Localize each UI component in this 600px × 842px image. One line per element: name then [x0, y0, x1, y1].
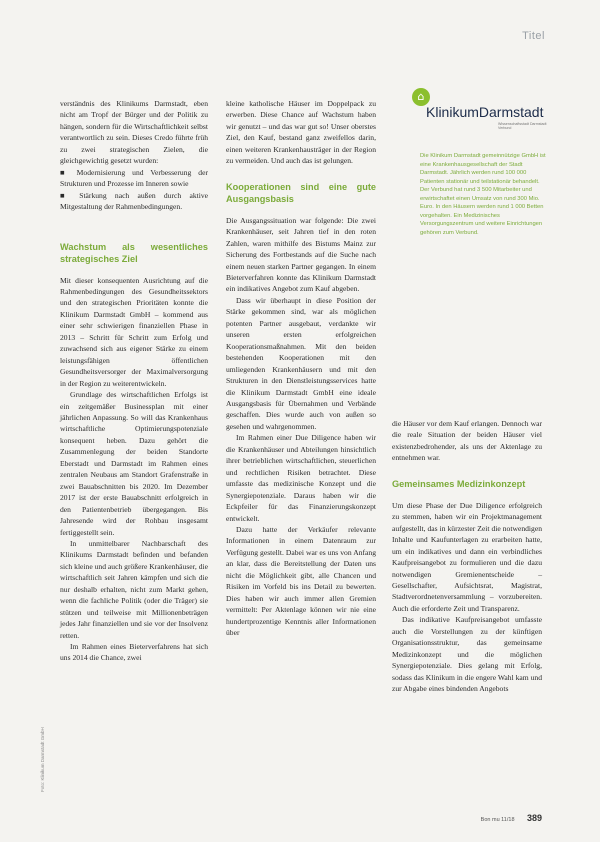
bullet-item: ■ Stärkung nach außen durch aktive Mitgestaltung der Rahmenbedingungen. [60, 190, 208, 212]
paragraph: kleine katholische Häuser im Doppelpack zu erwerben. Diese Chance auf Wachstum haben wir genutzt – und das war gut so! Unser oberstes Ziel, den Kauf, bestand ganz zweifellos darin, einen weiteren Krankenhausträger in der Region zu vermeiden. Und auch das ist gelungen. [226, 99, 376, 166]
klinikum-logo [412, 88, 550, 132]
house-icon: ⌂ [412, 88, 430, 106]
paragraph: Grundlage des wirtschaftlichen Erfolgs ist ein zeitgemäßer Businessplan mit einer jährlichen Anpassung. So will das Krankenhaus wirtschaftliche Optimierungspotenziale konsequent heben. Dazu gehört die Zusammenlegung der beiden Standorte Eberstadt und Darmstadt im Rahmen eines zentralen Neubaus am Standort Grafenstraße in zwei Bauabschnitten bis 2020. Im Dezember 2017 ist der erste Bauabschnitt erfolgreich in den Patientenbetrieb übergegangen. Bis Jahresende wird der Rohbau insgesamt fertiggestellt sein. [60, 390, 208, 537]
paragraph: Dazu hatte der Verkäufer relevante Informationen in einem Datenraum zur Verfügung gestellt. Dabei war es uns von Anfang an klar, dass die Bereitstellung der Daten uns nicht die Möglichkeit gibt, alle Chancen und Risiken im Vorfeld bis ins Detail zu bewerten. Dies haben wir auch immer allen Gremien vermittelt: Per Aktenlage können wir nie eine hundertprozentige Kenntnis aller Informationen über [226, 524, 376, 638]
section-heading: Gemeinsames Medizinkonzept [392, 478, 526, 489]
paragraph: verständnis des Klinikums Darmstadt, eben nicht am Tropf der Bürger und der Politik zu hängen, sondern für die Wirtschaftlichkeit selbst verantwortlich zu sein. Dieses Credo führte früh zu zwei strategischen Zielen, die gleichgewichtig gesetzt wurden: [60, 99, 208, 166]
paragraph: Mit dieser konsequenten Ausrichtung auf die Rahmenbedingungen des Gesundheitssektors und den strategischen Prioritäten konnte die Klinikum Darmstadt GmbH – kommend aus einer sehr schwierigen finanziellen Phase in 2013 – Schritt für Schritt zum Erfolg und zuwachsend sich aus eigener Stärke zu einem leistungsfähigen öffentlichen Gesundheitsversorger der Maximalversorgung in der Region zu weiterentwickeln. [60, 275, 208, 388]
paragraph: Das indikative Kaufpreisangebot umfasste auch die Vorstellungen zu der künftigen Organisationsstruktur, das gemeinsame Medizinkonzept und die möglichen Synergiepotenziale. Dies gelang mit Erfolg, sodass das Klinikum in die engere Wahl kam und zur Abgabe eines bindenden Angebots [392, 615, 542, 694]
logo-tagline: Wissenschaftsstadt Darmstadt Verbund [498, 122, 547, 130]
section-tag: Titel [522, 30, 545, 42]
info-box: Die Klinikum Darmstadt gemeinnützige GmbH ist eine Krankenhausgesellschaft der Stadt Darmstadt. Jährlich werden rund 100 000 Patienten stationär und teilstationär behandelt. Der Verbund hat rund 3 500 Mitarbeiter und erwirtschaftet einen Umsatz von rund 300 Mio. Euro. In den Häusern werden rund 1 000 Betten vorgehalten. Ein Medizinisches Versorgungszentrum und weitere Einrichtungen gehören zum Verbund. [420, 153, 546, 236]
paragraph: In unmittelbarer Nachbarschaft des Klinikums Darmstadt befinden und befanden sich kleine und auch größere Krankenhäuser, die wirtschaftlich seit Jahren kämpfen und sich die nur deshalb erhalten, nicht zum Markt gehen, wenn die fachliche Politik (oder die Träger) sie stützen und teilweise mit Millionenbeträgen jedes Jahr finanziellen und sie vor der Insolvenz retten. [60, 538, 208, 640]
paragraph: Die Ausgangssituation war folgende: Die zwei Krankenhäuser, seit Jahren tief in den roten Zahlen, waren mithilfe des Bistums Mainz zur Sicherung des Fortbestands auf die Suche nach einem neuen starken Partner gegangen. In einem Bieterverfahren konnte das Klinikum Darmstadt ein indikatives Angebot zum Kauf abgeben. [226, 215, 376, 294]
text-column-2 [226, 98, 376, 638]
text-column-3 [392, 418, 542, 695]
photo-credit: Foto: Klinikum Darmstadt GmbH [40, 727, 45, 792]
page-number: 389 [526, 813, 542, 823]
paragraph: die Häuser vor dem Kauf erlangen. Dennoch war die reale Situation der beiden Häuser viel existenzbedrohender, als uns der Aktenlage zu entnehmen war. [392, 419, 542, 463]
paragraph: Im Rahmen einer Due Diligence haben wir die Krankenhäuser und Abteilungen hinsichtlich ihrer betrieblichen wirtschaftlichen, steuerlichen und rechtlichen Risiken betrachtet. Diese umfasste das medizinische Konzept und die Synergiepotenziale. Daraus haben wir die Eckpfeiler für das Finanzierungskonzept entwickelt. [226, 433, 376, 523]
paragraph: Dass wir überhaupt in diese Position der Stärke gekommen sind, war als möglichen potenten Partner ausgebaut, verdankte wir unseren ersten erfolgreichen Kooperationsmaßnahmen. Mit den beiden bestehenden Kooperationen mit den umliegenden Krankenhäusern und mit den Strukturen in den Dienstleistungsservices hatte die Klinikum Darmstadt GmbH eine ideale Ausgangsbasis für Übernahmen und Verbände geschaffen. Dies wurde auch von außen so gesehen und wahrgenommen. [226, 295, 376, 431]
section-heading: Kooperationen sind eine gute Ausgangsbasis [226, 181, 376, 204]
logo-name: KlinikumDarmstadt [426, 104, 544, 120]
magazine-issue: Bon mu 11/18 [480, 817, 515, 823]
paragraph: Im Rahmen eines Bieterverfahrens hat sich uns 2014 die Chance, zwei [60, 642, 208, 663]
section-heading: Wachstum als wesentliches strategisches Ziel [60, 241, 208, 264]
bullet-item: ■ Modernisierung und Verbesserung der Strukturen und Prozesse im Inneren sowie [60, 167, 208, 189]
paragraph: Um diese Phase der Due Diligence erfolgreich zu stemmen, haben wir ein Projektmanagement aufgestellt, das in kürzester Zeit die notwendigen Inhalte und Kaufunterlagen zu erarbeiten hatte, um ein indikatives und dann ein verbindliches Kaufpreisangebot zu formulieren und die dazu notwendigen Gremienentscheide – Gesellschafter, Aufsichtsrat, Magistrat, Stadtverordnetenversammlung – vorzubereiten. Auch die erforderte Zeit und Transparenz. [392, 500, 542, 613]
page-footer [481, 808, 542, 826]
text-column-1 [60, 98, 208, 664]
